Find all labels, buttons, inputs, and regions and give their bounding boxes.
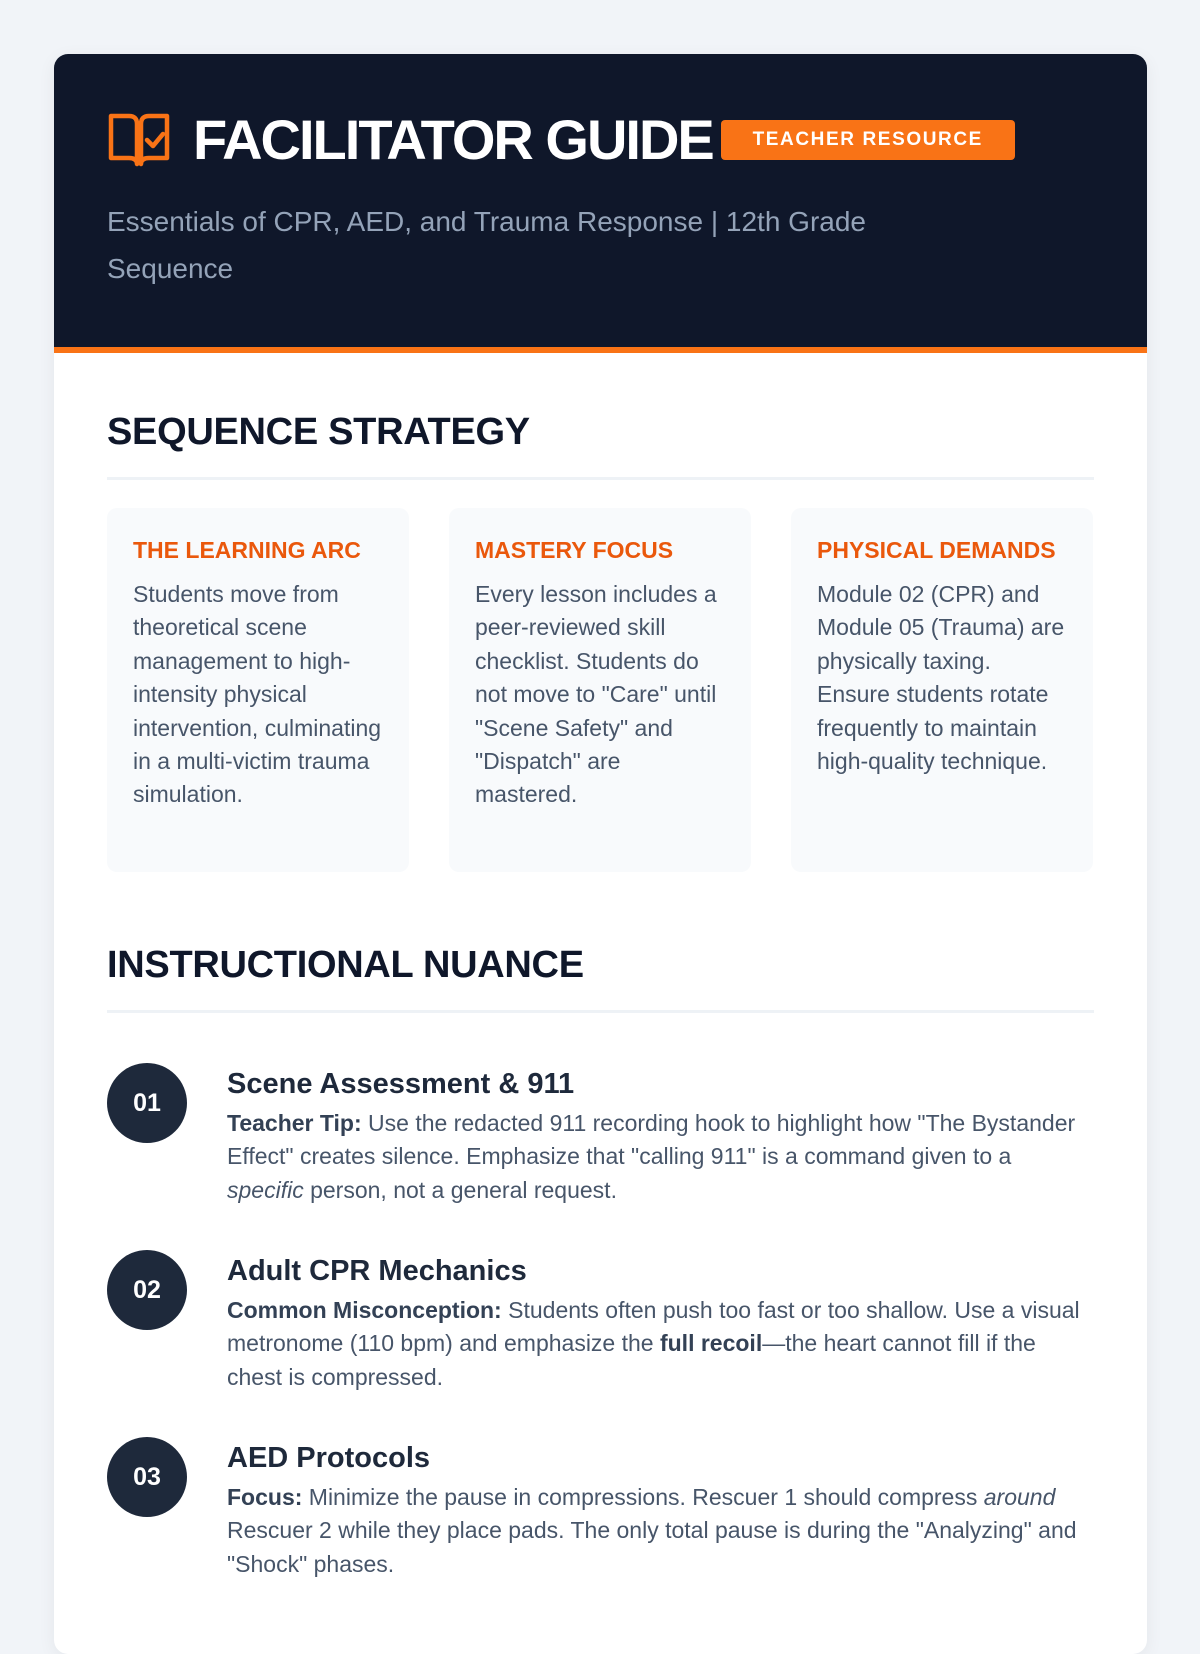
step-text-part: Rescuer 2 while they place pads. The only total pause is during the "Analyzing" and "Shock" phases. xyxy=(227,1517,1077,1577)
step-adult-cpr xyxy=(107,1250,1094,1437)
step-text-part: person, not a general request. xyxy=(303,1176,617,1203)
step-title: Adult CPR Mechanics xyxy=(227,1255,527,1287)
step-text-part: Minimize the pause in compressions. Rescuer 1 should compress xyxy=(302,1484,984,1510)
card-physical-demands xyxy=(791,508,1093,872)
step-text xyxy=(227,1107,1094,1207)
step-text-part: Students often push too fast or too shallow. Use a visual metronome (110 bpm) and emphasize the xyxy=(227,1297,1080,1357)
step-body xyxy=(227,1250,1094,1437)
section-title-strategy: SEQUENCE STRATEGY xyxy=(107,409,1094,480)
teacher-resource-badge: TEACHER RESOURCE xyxy=(721,120,1015,160)
step-number-badge: 01 xyxy=(107,1063,187,1143)
step-emphasis: specific xyxy=(227,1176,304,1203)
step-list xyxy=(107,1063,1094,1624)
card-mastery-focus xyxy=(449,508,751,872)
instructional-nuance-section xyxy=(54,942,1147,1624)
step-title: Scene Assessment & 911 xyxy=(227,1068,575,1100)
step-scene-assessment xyxy=(107,1063,1094,1250)
card-title: PHYSICAL DEMANDS xyxy=(817,537,1056,563)
page-subtitle: Essentials of CPR, AED, and Trauma Response | 12th Grade Sequence xyxy=(107,206,866,284)
page-title: FACILITATOR GUIDE xyxy=(193,108,713,171)
step-number-badge: 03 xyxy=(107,1437,187,1517)
card-text: Every lesson includes a peer-reviewed skill checklist. Students do not move to "Care" until "Scene Safety" and "Dispatch" are mastered. xyxy=(475,581,717,808)
card-title: MASTERY FOCUS xyxy=(475,537,674,563)
step-text-part: Use the redacted 911 recording hook to highlight how "The Bystander Effect" creates silence. Emphasize that "calling 911" is a command given to a xyxy=(227,1110,1076,1170)
step-label: Common Misconception: xyxy=(227,1297,502,1323)
sequence-strategy-section xyxy=(54,409,1147,872)
step-aed-protocols xyxy=(107,1437,1094,1624)
step-title: AED Protocols xyxy=(227,1442,431,1474)
step-text xyxy=(227,1481,1094,1581)
step-number-badge: 02 xyxy=(107,1250,187,1330)
strategy-cards xyxy=(107,508,1094,872)
step-body xyxy=(227,1063,1094,1250)
step-label: Focus: xyxy=(227,1484,303,1510)
step-strong: full recoil xyxy=(659,1330,763,1357)
card-text: Students move from theoretical scene management to high-intensity physical intervention, culminating in a multi-victim trauma simulation. xyxy=(133,581,382,808)
card-learning-arc xyxy=(107,508,409,872)
step-emphasis: around xyxy=(983,1484,1056,1510)
section-title-nuance: INSTRUCTIONAL NUANCE xyxy=(107,942,1094,1013)
step-body xyxy=(227,1437,1094,1624)
step-label: Teacher Tip: xyxy=(227,1110,362,1136)
guide-card xyxy=(54,54,1147,1654)
step-text xyxy=(227,1294,1094,1394)
step-text-part: —the heart cannot fill if the chest is compressed. xyxy=(227,1330,1036,1390)
card-text: Module 02 (CPR) and Module 05 (Trauma) are physically taxing. Ensure students rotate frequently to maintain high-quality technique. xyxy=(817,581,1065,775)
card-title: THE LEARNING ARC xyxy=(133,537,361,563)
header xyxy=(54,54,1147,353)
title-row xyxy=(107,110,1094,170)
book-check-icon xyxy=(107,110,171,170)
